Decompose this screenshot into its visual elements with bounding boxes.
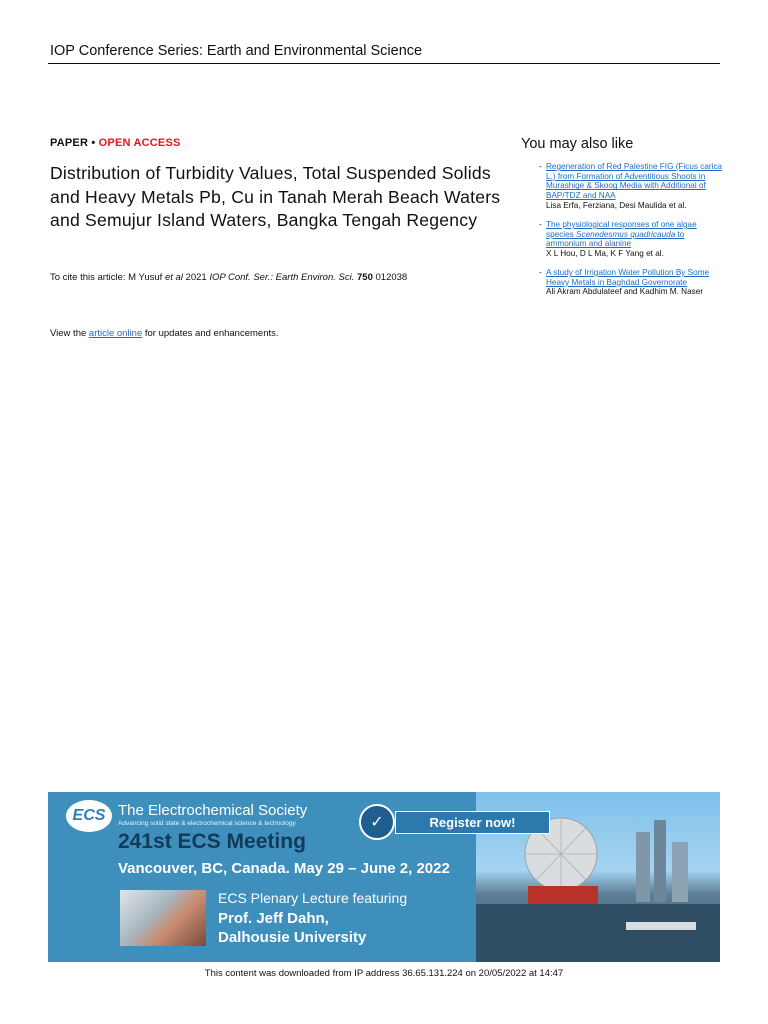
meeting-title: 241st ECS Meeting xyxy=(118,830,306,853)
cite-year: 2021 xyxy=(182,272,210,283)
related-item-authors: Lisa Erfa, Ferziana, Desi Maulida et al. xyxy=(546,200,687,210)
download-footer: This content was downloaded from IP address 36.65.131.224 on 20/05/2022 at 14:47 xyxy=(204,968,564,979)
paper-type: PAPER xyxy=(50,137,89,149)
society-name: The Electrochemical Society xyxy=(118,802,308,819)
related-item-link[interactable]: A study of Irrigation Water Pollution By Some Heavy Metals in Baghdad Governorate xyxy=(546,268,710,287)
cite-journal: IOP Conf. Ser.: Earth Environ. Sci. xyxy=(209,272,355,283)
view-online xyxy=(50,328,279,339)
cite-number: 012038 xyxy=(372,272,408,283)
related-item-link[interactable] xyxy=(546,220,724,249)
register-button[interactable]: Register now! xyxy=(395,811,550,834)
article-online-link[interactable]: article online xyxy=(88,328,143,339)
view-prefix: View the xyxy=(50,328,89,339)
list-dash: - xyxy=(539,268,542,277)
list-dash: - xyxy=(539,220,542,229)
related-item xyxy=(539,268,724,297)
plenary-lecture-text: ECS Plenary Lecture featuring xyxy=(218,890,408,906)
label-separator: • xyxy=(88,137,99,149)
related-item-link[interactable]: Regeneration of Red Palestine FIG (Ficus carica L.) from Formation of Adventitious Shoots in Murashige & Skoog Media with Additional of BAP/TDZ and NAA xyxy=(546,162,723,201)
open-access-badge: OPEN ACCESS xyxy=(98,137,181,149)
cite-volume: 750 xyxy=(357,272,373,283)
citation xyxy=(50,272,407,283)
meeting-place: Vancouver, BC, Canada. May 29 – June 2, 2022 xyxy=(118,860,450,877)
view-suffix: for updates and enhancements. xyxy=(142,328,279,339)
article-title: Distribution of Turbidity Values, Total Suspended Solids and Heavy Metals Pb, Cu in Tanah Merah Beach Waters and Semujur Island Waters, Bangka Tengah Regency xyxy=(50,163,501,230)
also-like-heading: You may also like xyxy=(521,136,634,152)
list-dash: - xyxy=(539,162,542,171)
header-divider xyxy=(48,63,720,64)
cite-prefix: To cite this article: M Yusuf xyxy=(50,272,165,283)
speaker-photo xyxy=(120,890,206,946)
ecs-logo: ECS xyxy=(66,800,112,832)
society-tagline: Advancing solid state & electrochemical science & technology xyxy=(118,820,296,827)
checkmark-icon[interactable]: ✓ xyxy=(359,804,395,840)
speaker-name: Prof. Jeff Dahn, xyxy=(218,910,329,927)
ecs-ad-banner[interactable] xyxy=(48,792,720,962)
journal-header: IOP Conference Series: Earth and Environmental Science xyxy=(50,43,423,59)
related-item xyxy=(539,220,724,259)
related-title-italic: Scenedesmus quadricauda xyxy=(576,229,676,239)
speaker-affiliation: Dalhousie University xyxy=(218,929,367,946)
related-title-part: The physiological responses of one algae species xyxy=(546,220,697,239)
paper-label xyxy=(50,137,181,149)
related-item-authors: Ali Akram Abdulateef and Kadhim M. Naser xyxy=(546,287,704,297)
related-title-part: to ammonium and alanine xyxy=(546,229,685,249)
related-item-authors: X L Hou, D L Ma, K F Yang et al. xyxy=(546,249,664,259)
related-item xyxy=(539,162,724,211)
cite-etal: et al xyxy=(164,272,183,283)
